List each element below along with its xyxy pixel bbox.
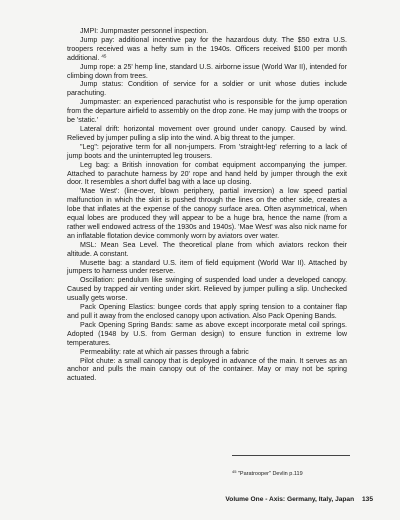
footnote-marker: 45 [232,469,237,474]
glossary-entry: Jump rope: a 25' hemp line, standard U.S. airborne issue (World War II), intended for climbing down from trees. [67,62,347,80]
footnote [232,468,303,478]
page-number: 135 [361,496,373,503]
glossary-entry: Oscillation: pendulum like swinging of suspended load under a developed canopy. Caused by trapped air venting under skirt. Relieved by jumper pulling a slip. Unchecked usually gets worse. [67,276,347,303]
glossary-entry: Jump status: Condition of service for a soldier or unit whose duties include parachuting. [67,80,347,98]
footnote-divider [232,455,350,456]
page-footer [225,496,373,503]
glossary-entry: 'Mae West': (line-over, blown periphery, partial inversion) a low speed partial malfunction in which the skirt is pushed through the lines on the other side, creates a lobe that inflates at the expense of the canopy surface area. Often asymmetrical, when equal lobes are produced they will appear to be a huge bra, hence the name (from a rather well endowed actress of the 1930s and 1940s). 'Mae West' was also nick name for an inflatable flotation device commonly worn by aviators over water. [67,187,347,240]
glossary-entry: Musette bag: a standard U.S. item of field equipment (World War II). Attached by jumpers to harness under reserve. [67,258,347,276]
glossary-entry: Jumpmaster: an experienced parachutist who is responsible for the jump operation from the departure airfield to assembly on the drop zone. He may jump with the troops or be 'static.' [67,98,347,125]
glossary-entry: MSL: Mean Sea Level. The theoretical plane from which aviators reckon their altitude. A constant. [67,240,347,258]
glossary-entry: "Leg": pejorative term for all non-jumpers. From 'straight-leg' referring to a lack of jump boots and the uninterrupted leg trousers. [67,142,347,160]
glossary-entry: Leg bag: a British innovation for combat equipment accompanying the jumper. Attached to parachute harness by 20' rope and hand held by jumper through the exit door. It resembles a short duffel bag with a lace up closing. [67,160,347,187]
glossary-entry: Pack Opening Elastics: bungee cords that apply spring tension to a container flap and pull it away from the enclosed canopy upon activation. Also Pack Opening Bands. [67,303,347,320]
glossary-entry: JMPI: Jumpmaster personnel inspection. [80,27,209,35]
glossary-text [67,27,347,383]
glossary-entry: Permeability: rate at which air passes through a fabric [80,347,249,356]
footer-title: Volume One - Axis: Germany, Italy, Japan [225,496,355,503]
glossary-entry: Pilot chute: a small canopy that is deployed in advance of the main. It serves as an anchor and pulls the main canopy out of the container. May or may not be spring actuated. [67,356,347,383]
footnote-text: "Paratrooper" Devlin p.119 [237,471,303,477]
glossary-entry: Pack Opening Spring Bands: same as above except incorporate metal coil springs. Adopted (1948 by U.S. from German design) to ensure function in extreme low temperatures. [67,320,347,347]
footnote-reference: 45 [101,53,107,59]
glossary-entry: Lateral drift: horizontal movement over ground under canopy. Caused by wind. Relieved by jumper pulling a slip into the wind. A big threat to the jumper. [67,124,347,142]
glossary-entry: Jump pay: additional incentive pay for the hazardous duty. The $50 extra U.S. troopers received was a hefty sum in the 1940s. Officers received $100 per month additional. $^{45}$ [67,35,347,62]
